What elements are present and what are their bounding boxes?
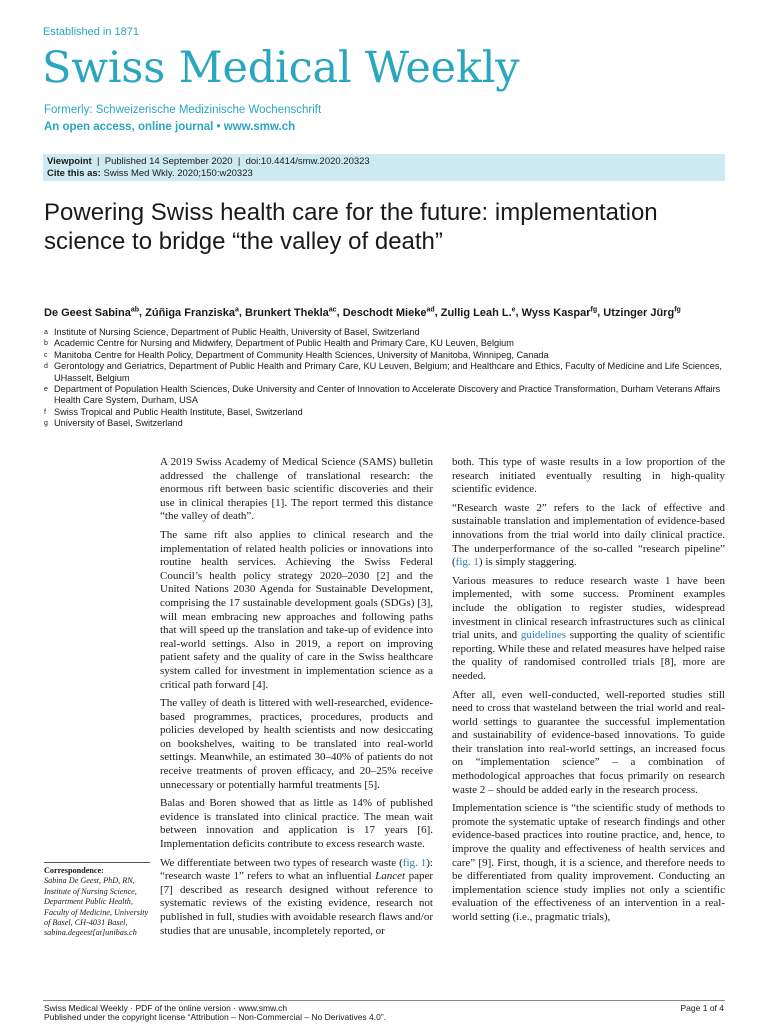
license-note: Published under the copyright license “Attribution – Non-Commercial – No Derivatives 4.0”. [44,1012,387,1022]
author: Zúñiga Franziska$^a$ [145,306,239,319]
paragraph: A 2019 Swiss Academy of Medical Science (SAMS) bulletin addressed the challenge of translational research: the enormous rift between basic scientific discoveries and their use in clinical therapies [1]. The report termed this distance “the valley of death”. [160,456,433,523]
guidelines-link[interactable]: guidelines [520,629,567,642]
paragraph: The same rift also applies to clinical research and the implementation of related health policies or innovations into routine health services. Achieving the Swiss Federal Council’s health policy strategy 2020–2030 [2] and the United Nations 2030 Agenda for Sustainable Development, comprising the 17 sustainable development goals (SDGs) [3], will mean embracing new approaches and following paths that will speed up the translation and take-up of evidence into real-world settings. Also in 2019, a report on improving patient safety and the quality of care in the Swiss healthcare system called for investment in implementation science as a critical path forward [4]. [160,528,433,691]
cite-value: Swiss Med Wkly. 2020;150:w20323 [103,167,253,179]
footer-divider [43,1000,725,1001]
paragraph: After all, even well-conducted, well-reported studies still need to cross that wasteland between the trial world and real-world settings to guarantee the successful implementation and sustainability of evidence-based innovations. To guide their translation into real-world settings, an increased focus on “implementation science” – a combination of methodological approaches that focus primarily on research waste 2 – should be added early in the research process. [452,688,725,796]
correspondence-box [44,866,150,939]
citation-band: Viewpoint | Published 14 September 2020 | doi:10.4414/smw.2020.20323 Cite this as: Swiss Med Wkly. 2020;150:w20323 [43,154,725,181]
author: Utzinger Jürg$^{fg}$ [603,306,681,319]
doi[interactable]: doi:10.4414/smw.2020.20323 [245,156,370,167]
author: Deschodt Mieke$^{ad}$ [342,306,435,319]
body-column-left [160,456,433,943]
affiliation: e Department of Population Health Sciences, Duke University and Center of Innovation to Accelerate Discovery and Practice Transformation, Durham Veterans Affairs Health Care System, Durham, USA [44,384,721,406]
published-date: Published 14 September 2020 [104,156,233,167]
author: Brunkert Thekla$^{ac}$ [245,306,337,319]
figure-link[interactable]: fig. 1 [402,856,427,869]
affiliation: b Academic Centre for Nursing and Midwifery, Department of Public Health and Primary Care, KU Leuven, Belgium [44,338,514,349]
journal-title: Swiss Medical Weekly [42,43,520,93]
page-number: Page 1 of 4 [680,1003,724,1013]
body-column-right [452,456,725,930]
author: Wyss Kaspar$^{fg}$ [521,306,598,319]
paragraph: The valley of death is littered with well-researched, evidence-based programmes, practices, procedures, products and policies developed by health scientists and now desiccating on bookshelves, waiting to be translated into real-world settings. Meanwhile, an estimated 30–40% of patients do not receive treatments of proven efficacy, and 20–25% receive unnecessary or potentially harmful treatments [5]. [160,697,433,791]
correspondence-heading: Correspondence: [44,866,104,875]
affiliation: g University of Basel, Switzerland [44,418,183,429]
author: Zullig Leah L.$^e$ [440,306,516,319]
footer-source: Swiss Medical Weekly · PDF of the online version · www.smw.ch [44,1003,288,1013]
affiliation: f Swiss Tropical and Public Health Institute, Basel, Switzerland [44,406,303,417]
paragraph: Balas and Boren showed that as little as 14% of published evidence is translated into clinical practice. The mean wait between innovation and application is 17 years [6]. Implementation deficits contribute to excess research waste. [160,797,433,851]
article-type: Viewpoint [47,156,92,167]
affiliation: c Manitoba Centre for Health Policy, Department of Community Health Sciences, University of Manitoba, Winnipeg, Canada [44,349,549,360]
affiliation-list [44,327,734,430]
author: De Geest Sabina$^{ab}$ [44,306,139,319]
figure-link[interactable]: fig. 1 [455,556,479,569]
paragraph: “Research waste 2” refers to the lack of effective and sustainable translation and implementation of evidence-based innovations from the trial world into daily clinical practice. The underperformance of the so-called “research pipeline” (fig. 1) is simply staggering. [452,501,725,569]
journal-tagline: An open access, online journal • www.smw.ch [44,121,296,133]
paragraph: We differentiate between two types of research waste (fig. 1): “research waste 1” refers to what an influential Lancet paper [7] described as research designed without reference to systematic reviews of the existing evidence, research not published in full, studies with avoidable research flaws and/or studies that are unusable, incompletely reported, or [160,856,433,937]
affiliation: d Gerontology and Geriatrics, Department of Public Health and Primary Care, KU Leuven, Belgium; and Healthcare and Ethics, Faculty of Medicine and Life Sciences, UHasselt, Belgium [44,361,722,383]
established-note: Established in 1871 [43,26,140,38]
affiliation: a Institute of Nursing Science, Department of Public Health, University of Basel, Switzerland [44,327,420,337]
paragraph: both. This type of waste results in a low proportion of the research initiated eventually resulting in high-quality scientific evidence. [452,456,725,496]
article-title: Powering Swiss health care for the future: implementation science to bridge “the valley of death” [44,199,658,255]
paragraph: Implementation science is “the scientific study of methods to promote the systematic uptake of research findings and other evidence-based practices into routine practice, and, hence, to improve the quality and effectiveness of health services and care” [9]. First, though, it is a science, and therefore needs to be differentiated from quality improvement. Conducting an implementation science study implies not only a scientific evaluation of the effectiveness of an intervention in a real-world setting (i.e., pragmatic trials), [452,802,725,923]
author-list: De Geest Sabina$^{ab}$, Zúñiga Franziska$^a$, Brunkert Thekla$^{ac}$, Deschodt Mieke$^{ad}$, Zullig Leah L.$^e$, Wyss Kaspar$^{fg}$, Utzinger Jürg$^{fg}$ [44,306,681,319]
paragraph: Various measures to reduce research waste 1 have been implemented, with some success. Prominent examples include the obligation to register studies, widespread investment in clinical research infrastructures such as clinical trial units, and guidelines supporting the quality of scientific reporting. While these and related measures have helped raise the quality of randomised controlled trials [8], more are needed. [452,574,725,682]
cite-label: Cite this as: [47,167,101,179]
formerly-note: Formerly: Schweizerische Medizinische Wochenschrift [44,104,322,116]
correspondence-divider [44,862,150,863]
correspondence-body: Sabina De Geest, PhD, RN, Institute of Nursing Science, Department Public Health, Faculty of Medicine, University of Basel, CH-4031 Basel, sabina.degeest[at]unibas.ch [44,876,149,938]
